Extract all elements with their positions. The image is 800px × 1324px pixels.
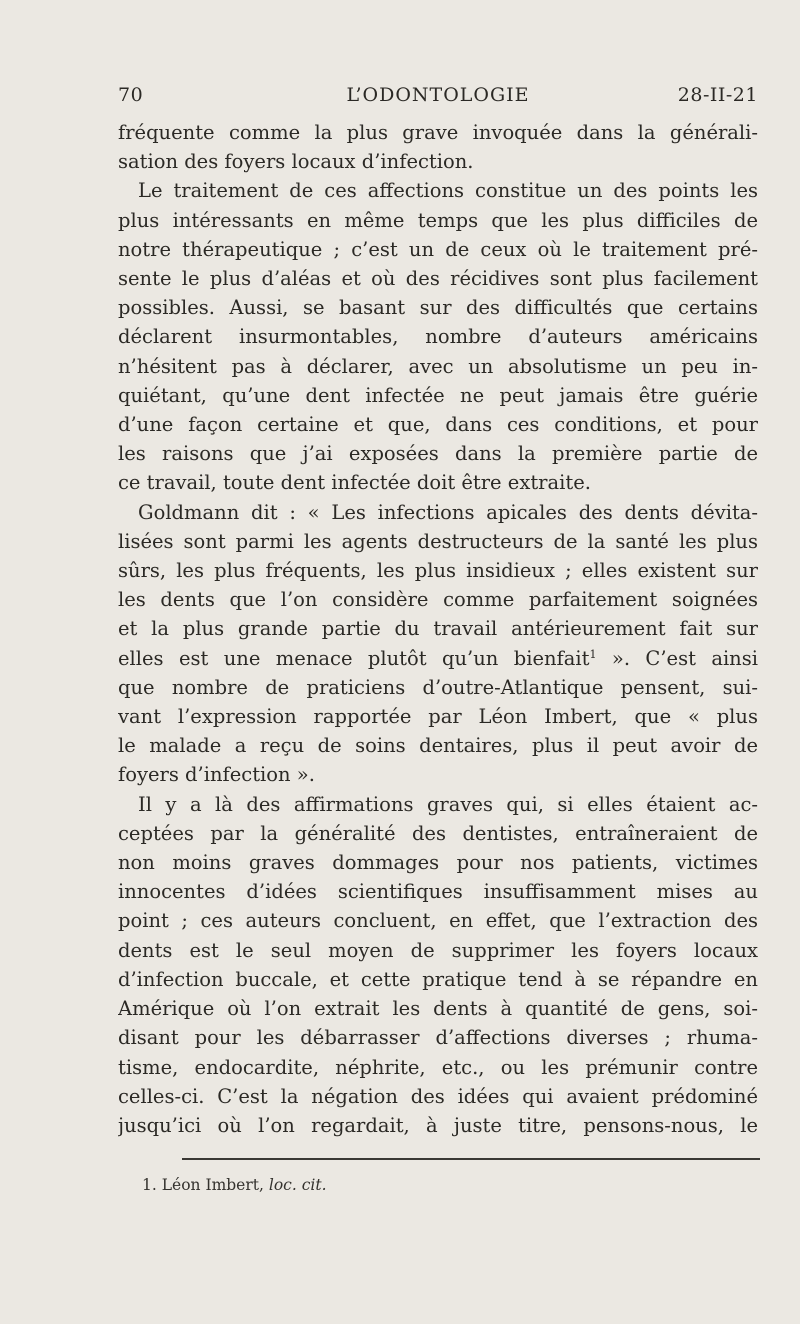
text-line: possibles. Aussi, se basant sur des difficultés que certains <box>118 296 758 320</box>
text-line: sation des foyers locaux d’infection. <box>118 150 474 174</box>
footnote <box>142 1176 327 1194</box>
text-line: le malade a reçu de soins dentaires, plus il peut avoir de <box>118 734 758 758</box>
text-line: disant pour les débarrasser d’affections diverses ; rhuma- <box>118 1026 758 1050</box>
text-line: vant l’expression rapportée par Léon Imbert, que « plus <box>118 705 758 729</box>
text-line: d’infection buccale, et cette pratique tend à se répandre en <box>118 967 758 991</box>
text-line: déclarent insurmontables, nombre d’auteurs américains <box>118 325 758 349</box>
text-line: Il y a là des affirmations graves qui, si elles étaient ac- <box>138 792 758 816</box>
footnote-number: 1. <box>142 1176 157 1194</box>
footnote-divider <box>182 1158 760 1160</box>
running-header <box>118 84 758 112</box>
text-line: Goldmann dit : « Les infections apicales des dents dévita- <box>138 500 758 524</box>
text-line: les dents que l’on considère comme parfaitement soignées <box>118 588 758 612</box>
text-line-with-footnote <box>118 644 758 673</box>
footnote-reference: loc. cit. <box>268 1176 327 1194</box>
page-number: 70 <box>118 84 144 106</box>
text-line: ce travail, toute dent infectée doit être extraite. <box>118 471 591 495</box>
text-line: innocentes d’idées scientifiques insuffisamment mises au <box>118 880 758 904</box>
text-line: les raisons que j’ai exposées dans la première partie de <box>118 442 758 466</box>
text-line: Le traitement de ces affections constitue un des points les <box>138 179 758 203</box>
text-line: et la plus grande partie du travail antérieurement fait sur <box>118 617 758 641</box>
text-fragment: elles est une menace plutôt qu’un bienfait <box>118 646 590 670</box>
text-line: n’hésitent pas à déclarer, avec un absolutisme un peu in- <box>118 354 758 378</box>
text-line: notre thérapeutique ; c’est un de ceux où le traitement pré- <box>118 237 758 261</box>
text-fragment: ». C’est ainsi <box>596 646 758 670</box>
text-line: sente le plus d’aléas et où des récidives sont plus facilement <box>118 267 758 291</box>
text-line: lisées sont parmi les agents destructeurs de la santé les plus <box>118 529 758 553</box>
text-line: point ; ces auteurs concluent, en effet, que l’extraction des <box>118 909 758 933</box>
body-text <box>118 118 758 1140</box>
text-line: sûrs, les plus fréquents, les plus insidieux ; elles existent sur <box>118 559 758 583</box>
text-line: fréquente comme la plus grave invoquée dans la générali- <box>118 121 758 144</box>
text-line: tisme, endocardite, néphrite, etc., ou les prémunir contre <box>118 1055 758 1079</box>
text-line: celles-ci. C’est la négation des idées qui avaient prédominé <box>118 1084 758 1108</box>
text-line: d’une façon certaine et que, dans ces conditions, et pour <box>118 413 758 437</box>
text-line: Amérique où l’on extrait les dents à quantité de gens, soi- <box>118 997 758 1021</box>
text-line: quiétant, qu’une dent infectée ne peut jamais être guérie <box>118 383 758 407</box>
text-line: jusqu’ici où l’on regardait, à juste titre, pensons-nous, le <box>118 1113 758 1137</box>
text-line: foyers d’infection ». <box>118 763 315 787</box>
text-line: ceptées par la généralité des dentistes, entraîneraient de <box>118 821 758 845</box>
text-line: non moins graves dommages pour nos patients, victimes <box>118 851 758 875</box>
text-line: dents est le seul moyen de supprimer les foyers locaux <box>118 938 758 962</box>
journal-title: L’ODONTOLOGIE <box>346 84 530 106</box>
text-line: plus intéressants en même temps que les plus difficiles de <box>118 208 758 232</box>
footnote-marker[interactable]: 1 <box>589 647 597 661</box>
text-line: que nombre de praticiens d’outre-Atlantique pensent, sui- <box>118 675 758 699</box>
issue-date: 28-II-21 <box>677 84 758 106</box>
footnote-author: Léon Imbert, <box>161 1176 264 1194</box>
